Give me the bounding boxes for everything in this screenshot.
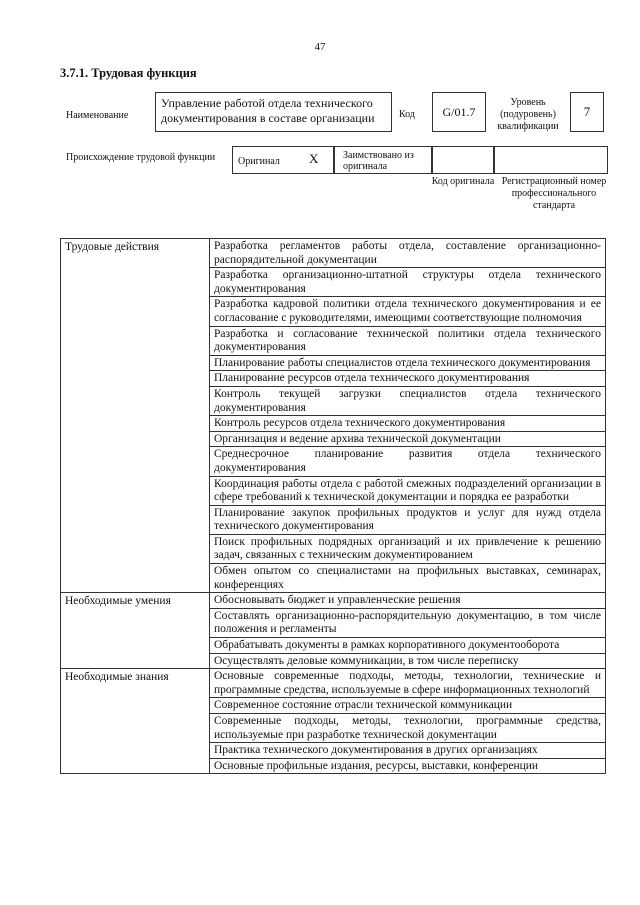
- borrowed-cell: Заимствовано из оригинала: [334, 146, 432, 174]
- origin-label: Происхождение трудовой функции: [66, 152, 216, 163]
- item-cell: Планирование закупок профильных продуктов и услуг для нужд отдела технического документирования: [210, 505, 606, 534]
- function-name-field: Управление работой отдела технического документирования в составе организации: [155, 92, 392, 132]
- original-mark: X: [309, 151, 319, 166]
- item-cell: Координация работы отдела с работой смежных подразделений организации в сфере требований к технической документации и порядка ее разработки: [210, 476, 606, 505]
- table-row: [61, 593, 606, 609]
- reg-number-cell: [494, 146, 608, 174]
- item-cell: Практика технического документирования в других организациях: [210, 743, 606, 759]
- item-cell: Обрабатывать документы в рамках корпоративного документооборота: [210, 638, 606, 654]
- item-cell: Основные профильные издания, ресурсы, выставки, конференции: [210, 758, 606, 774]
- category-cell: Необходимые знания: [61, 669, 210, 774]
- origin-row: [232, 146, 608, 174]
- table-row: [61, 669, 606, 698]
- original-cell: [232, 146, 334, 174]
- item-cell: Контроль ресурсов отдела технического документирования: [210, 416, 606, 432]
- item-cell: Планирование работы специалистов отдела технического документирования: [210, 355, 606, 371]
- item-cell: Разработка организационно-штатной структуры отдела технического документирования: [210, 268, 606, 297]
- item-cell: Разработка регламентов работы отдела, составление организационно-распорядительной документации: [210, 239, 606, 268]
- item-cell: Разработка и согласование технической политики отдела технического документирования: [210, 326, 606, 355]
- original-label: Оригинал: [238, 156, 280, 167]
- reg-caption: Регистрационный номер профессионального стандарта: [501, 176, 607, 211]
- item-cell: Современное состояние отрасли технической коммуникации: [210, 698, 606, 714]
- function-code-field: G/01.7: [432, 92, 486, 132]
- item-cell: Поиск профильных подрядных организаций и их привлечение к решению задач, связанных с техническим документированием: [210, 534, 606, 563]
- page-number: 47: [314, 41, 326, 53]
- code-caption: Код оригинала: [431, 176, 495, 187]
- original-code-cell: [432, 146, 494, 174]
- name-label: Наименование: [66, 110, 129, 121]
- item-cell: Современные подходы, методы, технологии, программные средства, используемые при разработке технической документации: [210, 714, 606, 743]
- category-cell: Необходимые умения: [61, 593, 210, 669]
- item-cell: Планирование ресурсов отдела технического документирования: [210, 371, 606, 387]
- category-cell: Трудовые действия: [61, 239, 210, 593]
- item-cell: Среднесрочное планирование развития отдела технического документирования: [210, 447, 606, 476]
- table-row: [61, 239, 606, 268]
- item-cell: Составлять организационно-распорядительную документацию, в том числе положения и регламенты: [210, 608, 606, 637]
- item-cell: Обмен опытом со специалистами на профильных выставках, семинарах, конференциях: [210, 564, 606, 593]
- level-label: Уровень (подуровень) квалификации: [497, 97, 559, 132]
- section-title: 3.7.1. Трудовая функция: [60, 66, 197, 80]
- item-cell: Обосновывать бюджет и управленческие решения: [210, 593, 606, 609]
- item-cell: Осуществлять деловые коммуникации, в том числе переписку: [210, 653, 606, 669]
- level-field: 7: [570, 92, 604, 132]
- item-cell: Контроль текущей загрузки специалистов отдела технического документирования: [210, 386, 606, 415]
- code-label: Код: [399, 109, 415, 120]
- item-cell: Организация и ведение архива технической документации: [210, 431, 606, 447]
- item-cell: Разработка кадровой политики отдела технического документирования и ее согласование с руководителями, имеющими соответствующие полномочия: [210, 297, 606, 326]
- function-table: [60, 238, 606, 774]
- item-cell: Основные современные подходы, методы, технологии, технические и программные средства, используемые в сфере информационных технологий: [210, 669, 606, 698]
